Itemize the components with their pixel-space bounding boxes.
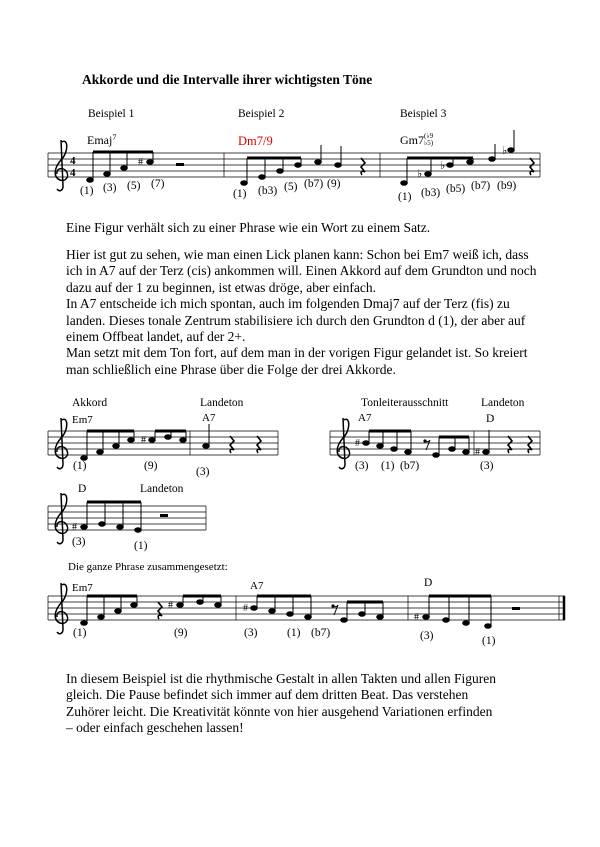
paragraph-2-line: ich in A7 auf der Terz (cis) ankommen will. Einen Akkord auf dem Grundton und noch bbox=[66, 263, 537, 279]
paragraph-3-line: gleich. Die Pause befindet sich immer auf dem dritten Beat. Das verstehen bbox=[66, 687, 469, 703]
chord-a7-staff4: A7 bbox=[250, 580, 264, 592]
svg-text:#: # bbox=[355, 438, 360, 449]
svg-text:♭: ♭ bbox=[502, 145, 508, 157]
interval-s4-5: (b7) bbox=[311, 627, 331, 639]
chord-a7-2: A7 bbox=[358, 412, 372, 424]
paragraph-2-line: einem Offbeat landet, auf der 2+. bbox=[66, 329, 246, 345]
svg-text:#: # bbox=[141, 435, 146, 446]
interval-3-2: (b3) bbox=[421, 187, 441, 199]
interval-3-5: (b9) bbox=[497, 180, 517, 192]
interval-s4-7: (1) bbox=[482, 635, 496, 647]
header-landeton-2: Landeton bbox=[481, 397, 525, 409]
interval-s4-2: (9) bbox=[174, 627, 188, 639]
chord-d-staff3: D bbox=[78, 483, 87, 495]
chord-a7: A7 bbox=[202, 412, 216, 424]
paragraph-2-line: landen. Dieses tonale Zentrum stabilisiere ich durch den Grundton d (1), der aber auf bbox=[66, 312, 526, 328]
paragraph-3-line: Zuhörer leicht. Die Kreativität könnte von hier ausgehend Variationen erfinden bbox=[66, 703, 493, 719]
interval-s2-2: (9) bbox=[144, 460, 158, 472]
interval-1-4: (7) bbox=[151, 178, 165, 190]
interval-3-3: (b5) bbox=[446, 183, 466, 195]
interval-3-4: (b7) bbox=[471, 180, 491, 192]
paragraph-2 bbox=[66, 247, 546, 378]
interval-s3-2: (1) bbox=[134, 540, 148, 552]
svg-text:#: # bbox=[168, 600, 173, 611]
chord-em7-staff4: Em7 bbox=[72, 582, 93, 594]
paragraph-2-line: Hier ist gut zu sehen, wie man einen Lick planen kann: Schon bei Em7 weiß ich, dass bbox=[66, 247, 529, 262]
caption-whole-phrase: Die ganze Phrase zusammengesetzt: bbox=[68, 561, 228, 573]
svg-text:♭: ♭ bbox=[417, 168, 423, 180]
interval-2-4: (b7) bbox=[304, 178, 324, 190]
interval-3-1: (1) bbox=[398, 191, 412, 203]
example-1-label: Beispiel 1 bbox=[88, 108, 135, 120]
chord-em7: Em7 bbox=[72, 414, 93, 426]
interval-1-1: (1) bbox=[80, 185, 94, 197]
chord-dm7-9: Dm7/9 bbox=[238, 134, 273, 148]
chord-gm7: Gm7(♭9 ♭5) bbox=[400, 132, 434, 147]
svg-text:#: # bbox=[414, 612, 419, 623]
interval-1-2: (3) bbox=[103, 182, 117, 194]
chord-emaj7: Emaj$^7$ bbox=[87, 133, 117, 147]
header-landeton-3: Landeton bbox=[140, 483, 184, 495]
interval-1-3: (5) bbox=[127, 180, 141, 192]
time-sig-bottom: 4 bbox=[70, 167, 76, 179]
staff-4 bbox=[48, 583, 565, 634]
interval-2-3: (5) bbox=[284, 181, 298, 193]
interval-s3-1: (3) bbox=[72, 536, 86, 548]
interval-s2-1: (1) bbox=[73, 460, 87, 472]
interval-s4-3: (3) bbox=[244, 627, 258, 639]
staff-2 bbox=[48, 418, 540, 469]
paragraph-2-line: dazu auf der 1 zu beginnen, ist etwas dröge, aber einfach. bbox=[66, 279, 376, 295]
interval-s2-5: (1) bbox=[381, 460, 395, 472]
header-tonleiterausschnitt: Tonleiterausschnitt bbox=[361, 397, 449, 409]
example-3-label: Beispiel 3 bbox=[400, 108, 447, 120]
paragraph-3-line: – oder einfach geschehen lassen! bbox=[66, 720, 244, 736]
paragraph-3-line: In diesem Beispiel ist die rhythmische Gestalt in allen Takten und allen Figuren bbox=[66, 671, 496, 686]
svg-text:#: # bbox=[72, 522, 77, 533]
paragraph-2-line: Man setzt mit dem Ton fort, auf dem man in der vorigen Figur gelandet ist. So kreiert bbox=[66, 345, 528, 361]
interval-2-2: (b3) bbox=[258, 185, 278, 197]
interval-s2-7: (3) bbox=[480, 460, 494, 472]
chord-d: D bbox=[486, 413, 495, 425]
interval-s4-1: (1) bbox=[73, 627, 87, 639]
paragraph-1: Eine Figur verhält sich zu einer Phrase wie ein Wort zu einem Satz. bbox=[66, 220, 431, 235]
interval-2-1: (1) bbox=[233, 188, 247, 200]
header-akkord: Akkord bbox=[72, 397, 108, 409]
example-2-label: Beispiel 2 bbox=[238, 108, 285, 120]
svg-text:#: # bbox=[475, 447, 480, 458]
interval-2-5: (9) bbox=[327, 178, 341, 190]
interval-s2-6: (b7) bbox=[400, 460, 420, 472]
header-landeton: Landeton bbox=[200, 397, 244, 409]
svg-text:#: # bbox=[138, 157, 143, 168]
paragraph-2-line: In A7 entscheide ich mich spontan, auch im folgenden Dmaj7 auf der Terz (fis) zu bbox=[66, 296, 510, 312]
chord-d-staff4: D bbox=[424, 577, 433, 589]
interval-s4-6: (3) bbox=[420, 630, 434, 642]
paragraph-3 bbox=[66, 671, 546, 737]
page-title: Akkorde und die Intervalle ihrer wichtigsten Töne bbox=[82, 72, 373, 87]
interval-s4-4: (1) bbox=[287, 627, 301, 639]
interval-s2-3: (3) bbox=[196, 466, 210, 478]
interval-s2-4: (3) bbox=[355, 460, 369, 472]
svg-text:♭: ♭ bbox=[440, 160, 446, 172]
time-sig-top: 4 bbox=[70, 155, 76, 167]
svg-text:#: # bbox=[243, 603, 248, 614]
paragraph-2-line: man schließlich eine Phrase über die Folge der drei Akkorde. bbox=[66, 361, 396, 377]
